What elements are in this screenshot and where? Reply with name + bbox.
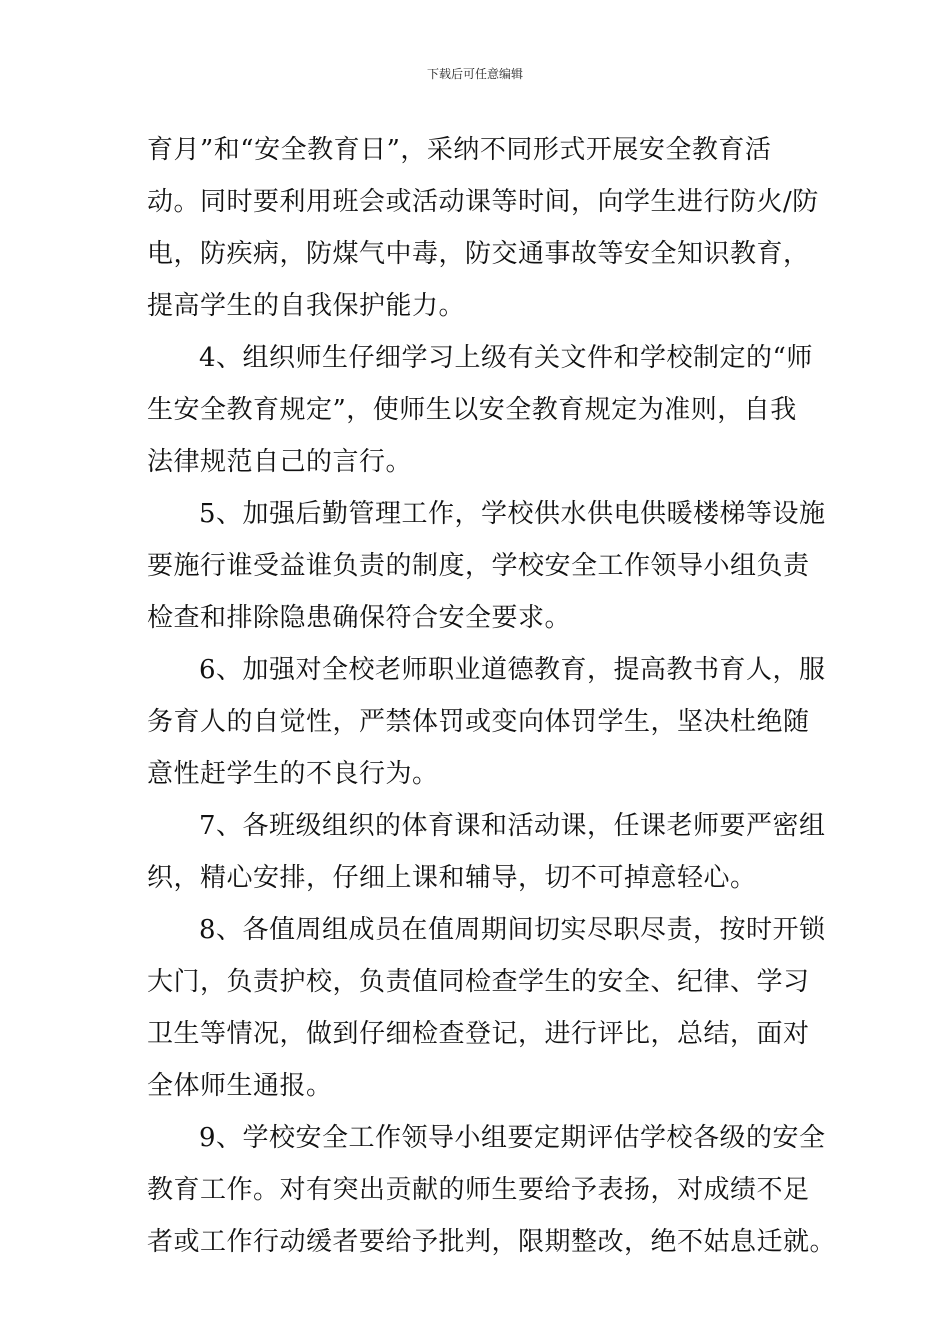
paragraph-5-first-line: 5、加强后勤管理工作，学校供水供电供暖楼梯等设施 [199, 499, 826, 529]
text-line: 生安全教育规定”，使师生以安全教育规定为准则，自我 [147, 395, 797, 425]
text-line: 意性赶学生的不良行为。 [147, 759, 439, 789]
document-body [147, 124, 837, 1268]
text-line: 者或工作行动缓者要给予批判，限期整改，绝不姑息迁就。 [147, 1227, 837, 1257]
paragraph-6-first-line: 6、加强对全校老师职业道德教育，提高教书育人，服 [199, 655, 826, 685]
paragraph-7-first-line: 7、各班级组织的体育课和活动课，任课老师要严密组 [199, 811, 826, 841]
text-line: 育月”和“安全教育日”，采纳不同形式开展安全教育活 [147, 135, 772, 165]
text-line: 卫生等情况，做到仔细检查登记，进行评比，总结，面对 [147, 1019, 810, 1049]
text-line: 织，精心安排，仔细上课和辅导，切不可掉意轻心。 [147, 863, 757, 893]
page-header: 下载后可任意编辑 [426, 67, 523, 81]
text-line: 全体师生通报。 [147, 1071, 333, 1101]
paragraph-4-first-line: 4、组织师生仔细学习上级有关文件和学校制定的“师 [199, 343, 813, 373]
text-line: 法律规范自己的言行。 [147, 447, 413, 477]
text-line: 务育人的自觉性，严禁体罚或变向体罚学生，坚决杜绝随 [147, 707, 810, 737]
text-line: 动。同时要利用班会或活动课等时间，向学生进行防火/防 [147, 187, 819, 217]
text-line: 提高学生的自我保护能力。 [147, 291, 466, 321]
text-line: 电，防疾病，防煤气中毒，防交通事故等安全知识教育， [147, 239, 810, 269]
text-line: 大门，负责护校，负责值同检查学生的安全、纪律、学习 [147, 967, 810, 997]
paragraph-9-first-line: 9、学校安全工作领导小组要定期评估学校各级的安全 [199, 1123, 826, 1153]
text-line: 检查和排除隐患确保符合安全要求。 [147, 603, 572, 633]
text-line: 要施行谁受益谁负责的制度，学校安全工作领导小组负责 [147, 551, 810, 581]
text-line: 教育工作。对有突出贡献的师生要给予表扬，对成绩不足 [147, 1175, 810, 1205]
paragraph-8-first-line: 8、各值周组成员在值周期间切实尽职尽责，按时开锁 [199, 915, 826, 945]
